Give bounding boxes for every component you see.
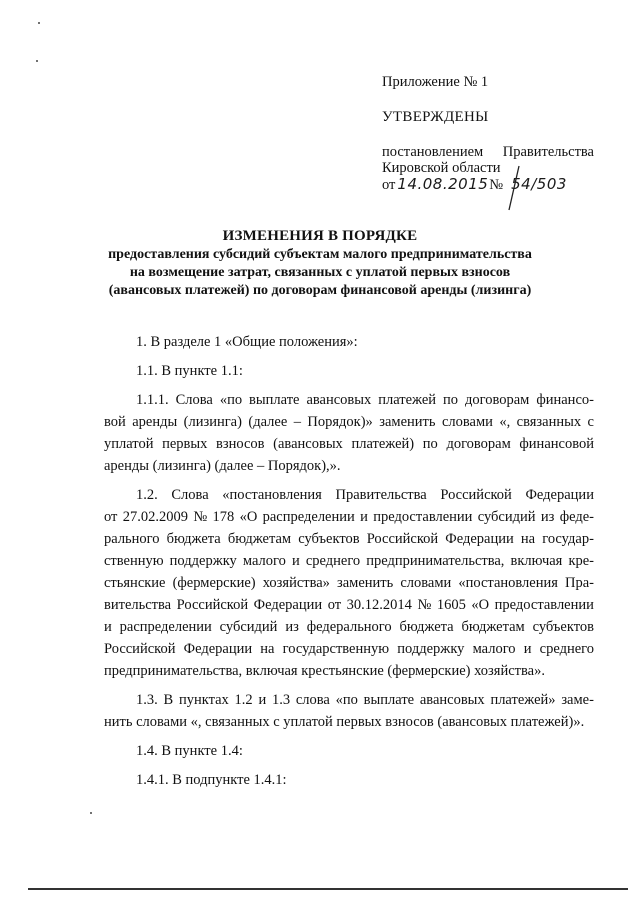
number-sign: № [489,177,504,193]
word: выплате [249,392,300,408]
word: субъектов [298,531,360,547]
word: федерального [306,619,392,635]
date-prefix: от [382,177,396,193]
word: среднего [539,641,594,657]
word: бюджетам [227,531,292,547]
word: по [443,392,459,408]
text-line [104,433,594,455]
word: 1.1.1. [136,392,169,408]
word: заме- [561,692,594,708]
word: вой [104,414,126,430]
word: и [258,692,267,708]
word: бюджетам [461,619,525,635]
paragraph-1-1: 1.1. В пункте 1.1: [136,363,243,379]
word: Пра- [565,575,594,591]
word: уплатой [104,436,154,452]
word: субсидий [219,619,278,635]
word: Федерации [445,531,514,547]
word: Правительства [335,487,427,503]
annex-label: Приложение № 1 [382,74,489,90]
word: от [104,509,118,525]
word: платежей) [351,436,415,452]
scan-speck [90,812,92,814]
paragraph-1-3 [104,689,594,733]
text-line [104,689,594,711]
word: В [163,692,174,708]
text-line [104,389,594,411]
document-subtitle [40,246,600,300]
resolution-word: постановлением [382,144,484,160]
word: бюджета [166,531,221,547]
text-line: аренды (лизинга) (далее – Порядок),». [104,458,341,474]
word: связанных [516,414,582,430]
word: Российской [440,487,512,503]
word: «О [239,509,258,525]
word: «постановления [222,487,322,503]
word: предоставлении [373,509,473,525]
word: словами [441,414,493,430]
word: вительства [104,597,172,613]
word: «, [499,414,511,430]
document-title: ИЗМЕНЕНИЯ В ПОРЯДКЕ [222,228,418,244]
text-line [104,550,594,572]
word: «по [335,692,358,708]
text-line [104,528,594,550]
paragraph-1-1-1 [104,389,594,477]
word: финансовой [519,436,594,452]
word: договорам [446,436,511,452]
word: и [104,619,112,635]
word: стьянские [104,575,166,591]
scan-bottom-edge [28,888,628,890]
word: платежей» [490,692,556,708]
text-line [104,411,594,433]
word: «О [471,597,490,613]
text-line [104,506,594,528]
word: 1.2. [136,487,158,503]
handwritten-number: 54/503 [511,175,567,193]
document-body [104,331,594,798]
word: Российской [366,531,439,547]
word: аренды [132,414,178,430]
paragraph-1: 1. В разделе 1 «Общие положения»: [136,334,358,350]
word: Порядок)» [307,414,373,430]
word: авансовых [306,392,372,408]
word: предпринимательства, [366,553,505,569]
government-word: Правительства [502,144,594,160]
word: 1.3. [136,692,158,708]
word: Слова [175,392,213,408]
word: из [540,509,555,525]
word: от [327,597,342,613]
word: государственную [282,641,390,657]
word: выплате [363,692,415,708]
word: заменить [337,575,394,591]
word: 1.2 [234,692,253,708]
word: финансо- [536,392,594,408]
word: Федерации [525,487,594,503]
word: субъектов [532,619,594,635]
word: предоставлении [494,597,594,613]
text-line: нить словами «, связанных с уплатой первых взносов (авансовых платежей)». [104,714,585,730]
handwritten-date: 14.08.2015 [397,175,489,193]
word: включая [510,553,563,569]
paragraph-1-2 [104,484,594,682]
text-line [104,594,594,616]
word: 1605 [436,597,466,613]
word: на [260,641,275,657]
word: пунктах [178,692,229,708]
text-line [104,572,594,594]
text-line [104,638,594,660]
word: слова [295,692,330,708]
word: Федерации [183,641,253,657]
subtitle-line: (авансовых платежей) по договорам финансовой аренды (лизинга) [108,283,532,298]
paragraph-1-4-1: 1.4.1. В подпункте 1.4.1: [136,772,287,788]
word: субсидий [477,509,536,525]
word: «постановления [458,575,558,591]
word: с [587,414,594,430]
word: 1.3 [271,692,291,708]
word: распределении [119,619,212,635]
word: № [417,597,432,613]
text-line: предпринимательства, включая крестьянские (фермерские) хозяйства». [104,663,545,679]
word: поддержку [397,641,465,657]
word: из [285,619,299,635]
word: и [360,509,368,525]
word: распределении [262,509,355,525]
paragraph-1-4: 1.4. В пункте 1.4: [136,743,243,759]
word: рального [104,531,160,547]
word: Слова [171,487,209,503]
word: феде- [559,509,594,525]
word: Российской [104,641,176,657]
word: (фермерские) [172,575,256,591]
text-line [104,484,594,506]
word: ственную [104,553,164,569]
text-line [104,616,594,638]
word: и [523,641,532,657]
word: (лизинга) [183,414,242,430]
word: (далее [248,414,288,430]
word: 30.12.2014 [346,597,412,613]
word: хозяйства» [262,575,330,591]
word: № [193,509,208,525]
word: по [422,436,438,452]
word: «по [219,392,243,408]
word: кре- [568,553,594,569]
word: первых [162,436,208,452]
word: государ- [542,531,594,547]
handwritten-slash-mark [0,0,640,220]
word: бюджета [399,619,454,635]
word: платежей [378,392,437,408]
subtitle-line: предоставления субсидий субъектам малого предпринимательства [108,247,532,262]
word: на [520,531,536,547]
word: 178 [212,509,235,525]
subtitle-line: на возмещение затрат, связанных с уплатой первых взносов [129,265,511,280]
word: Федерации [253,597,323,613]
word: заменить [379,414,436,430]
word: поддержку [169,553,237,569]
approved-label: УТВЕРЖДЕНЫ [382,109,489,125]
word: и [291,553,300,569]
word: малого [472,641,516,657]
word: словами [400,575,452,591]
region-line: Кировской области [382,160,501,176]
word: взносов [216,436,265,452]
word: договорам [465,392,530,408]
word: – [293,414,301,430]
word: Российской [176,597,249,613]
word: 27.02.2009 [122,509,188,525]
word: среднего [305,553,361,569]
word: малого [242,553,286,569]
word: (авансовых [273,436,343,452]
word: авансовых [419,692,485,708]
